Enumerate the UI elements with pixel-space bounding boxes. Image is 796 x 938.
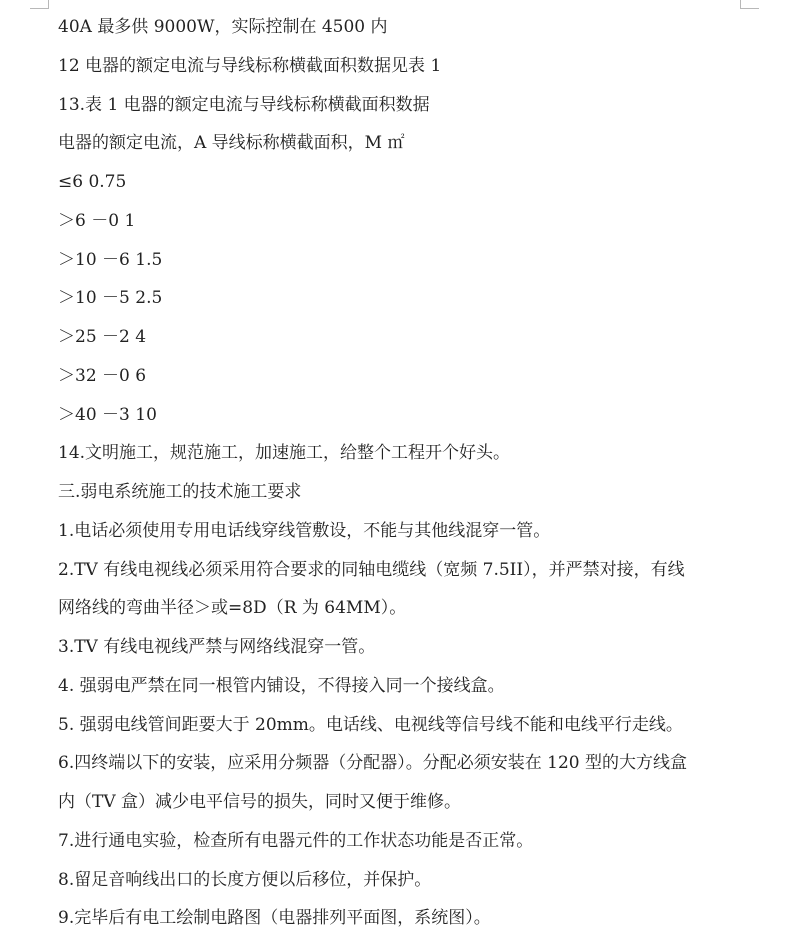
document-body xyxy=(58,8,748,938)
table-row-line: ＞40 －3 10 xyxy=(58,404,157,425)
section-heading: 三.弱电系统施工的技术施工要求 xyxy=(58,482,302,502)
page-corner-mark-left xyxy=(30,0,49,9)
text-line: 网络线的弯曲半径＞或=8D（R 为 64MM）。 xyxy=(58,598,407,619)
text-line: 内（TV 盒）减少电平信号的损失，同时又便于维修。 xyxy=(58,792,462,812)
text-line: 13.表 1 电器的额定电流与导线标称横截面积数据 xyxy=(58,94,430,115)
text-line: 6.四终端以下的安装，应采用分频器（分配器）。分配必须安装在 120 型的大方线盒 xyxy=(58,753,687,774)
table-row-line: ≤6 0.75 xyxy=(58,172,127,192)
text-line: 7.进行通电实验，检查所有电器元件的工作状态功能是否正常。 xyxy=(58,830,534,851)
table-row-line: ＞32 －0 6 xyxy=(58,365,147,386)
text-line: 14.文明施工，规范施工，加速施工，给整个工程开个好头。 xyxy=(58,443,511,464)
text-line: 40A 最多供 9000W，实际控制在 4500 内 xyxy=(58,17,388,37)
table-row-line: ＞6 －0 1 xyxy=(58,210,136,231)
text-line: 12 电器的额定电流与导线标称横截面积数据见表 1 xyxy=(58,55,442,76)
text-line: 3.TV 有线电视线严禁与网络线混穿一管。 xyxy=(58,637,376,657)
text-line: 2.TV 有线电视线必须采用符合要求的同轴电缆线（宽频 7.5II），并严禁对接，有线 xyxy=(58,559,685,580)
table-row-line: ＞10 －6 1.5 xyxy=(58,249,163,270)
table-row-line: ＞10 －5 2.5 xyxy=(58,288,163,309)
text-line: 9.完毕后有电工绘制电路图（电器排列平面图，系统图）。 xyxy=(58,908,491,929)
text-line: 8.留足音响线出口的长度方便以后移位，并保护。 xyxy=(58,869,432,890)
text-line: 4. 强弱电严禁在同一根管内铺设，不得接入同一个接线盒。 xyxy=(58,675,505,696)
text-line: 5. 强弱电线管间距要大于 20mm。电话线、电视线等信号线不能和电线平行走线。 xyxy=(58,714,683,735)
table-row-line: ＞25 －2 4 xyxy=(58,327,147,347)
text-line: 1.电话必须使用专用电话线穿线管敷设，不能与其他线混穿一管。 xyxy=(58,520,551,541)
table-header-line: 电器的额定电流，A 导线标称横截面积，M ㎡ xyxy=(58,133,405,154)
